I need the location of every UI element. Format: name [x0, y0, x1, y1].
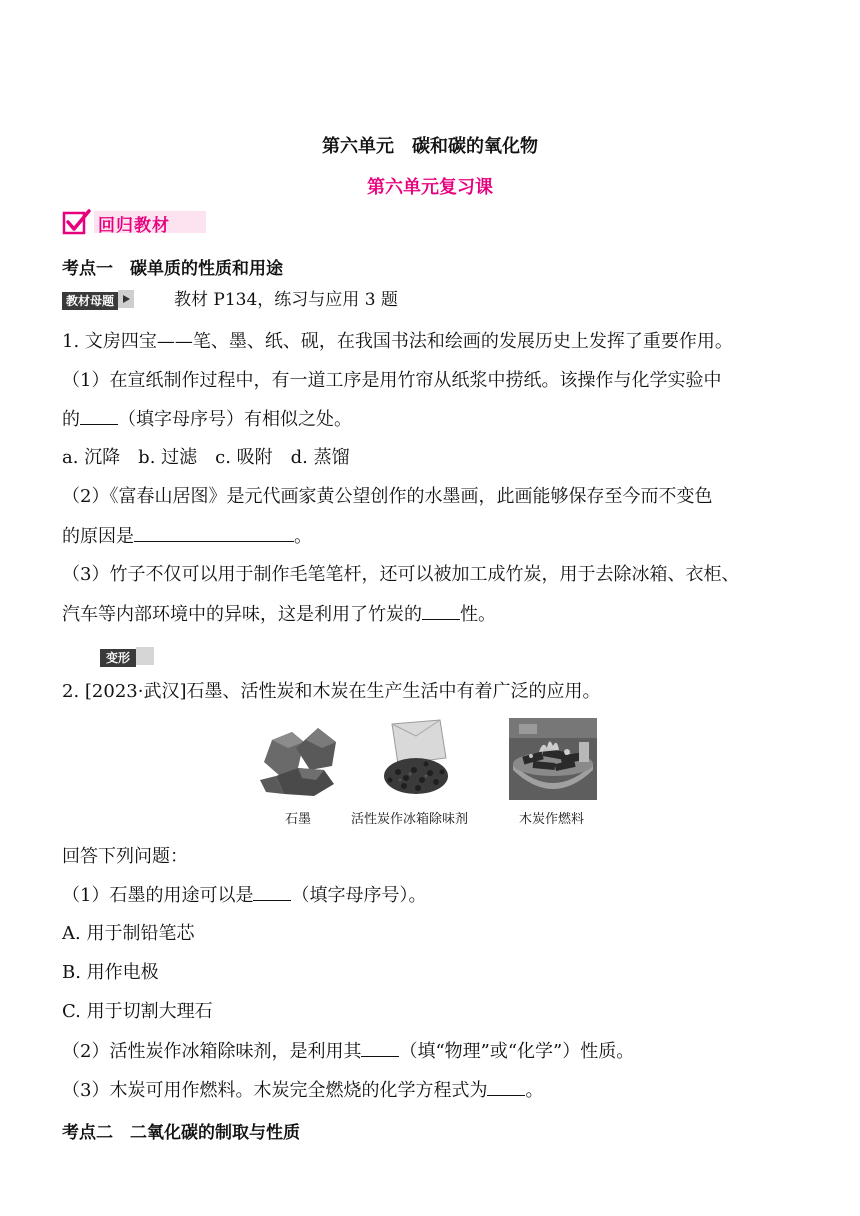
- graphite-photo: [258, 718, 342, 800]
- q1-part3-line1: （3）竹子不仅可以用于制作毛笔笔杆，还可以被加工成竹炭，用于去除冰箱、衣柜、: [62, 564, 740, 585]
- q1-part3-line2: [62, 603, 496, 626]
- q2-stem: 2. [2023·武汉]石墨、活性炭和木炭在生产生活中有着广泛的应用。: [62, 681, 601, 702]
- q2-part3-blank[interactable]: [487, 1079, 525, 1096]
- q2-option-b: B. 用作电极: [62, 962, 159, 983]
- q1-part2-line2: [62, 525, 312, 548]
- q2-part3: [62, 1079, 543, 1102]
- photo-caption-graphite: 石墨: [285, 812, 312, 827]
- source-tag-label: 教材母题: [62, 292, 118, 310]
- q2-part2: [62, 1040, 634, 1063]
- q1-part1-line1: （1）在宣纸制作过程中，有一道工序是用竹帘从纸浆中捞纸。该操作与化学实验中: [62, 370, 722, 391]
- section-label: 回归教材: [98, 216, 170, 236]
- q1-part2-blank[interactable]: [134, 525, 294, 542]
- q1-options: a. 沉降 b. 过滤 c. 吸附 d. 蒸馏: [62, 447, 350, 468]
- lesson-title: 第六单元复习课: [367, 177, 493, 198]
- q1-stem: 1. 文房四宝——笔、墨、纸、砚，在我国书法和绘画的发展历史上发挥了重要作用。: [62, 331, 733, 352]
- play-arrow-icon: [118, 290, 134, 308]
- variant-tag-label: 变形: [100, 649, 136, 667]
- q2-option-a: A. 用于制铅笔芯: [62, 923, 195, 944]
- kaodian-1-heading: 考点一 碳单质的性质和用途: [62, 259, 283, 279]
- variant-tag: [100, 647, 154, 665]
- kaodian-2-heading: 考点二 二氧化碳的制取与性质: [62, 1123, 300, 1143]
- activated-carbon-photo: [376, 718, 458, 800]
- photo-caption-activated-carbon: 活性炭作冰箱除味剂: [351, 812, 469, 827]
- q2-part1-text-a: （1）石墨的用途可以是: [62, 885, 254, 906]
- q1-part1-blank[interactable]: [80, 408, 118, 425]
- q1-part3-blank[interactable]: [422, 603, 460, 620]
- q2-part1: [62, 884, 426, 907]
- q2-answer-intro: 回答下列问题：: [62, 846, 188, 867]
- unit-title: 第六单元 碳和碳的氧化物: [322, 136, 538, 157]
- q2-part2-text-a: （2）活性炭作冰箱除味剂，是利用其: [62, 1041, 362, 1062]
- checkbox-check-icon: [62, 208, 92, 238]
- q1-part1-text-a: 的: [62, 409, 80, 430]
- q2-part3-text-b: 。: [525, 1080, 544, 1101]
- q1-part3-text-b: 性。: [460, 604, 496, 625]
- source-text: 教材 P134，练习与应用 3 题: [174, 290, 398, 310]
- q2-part2-blank[interactable]: [361, 1040, 399, 1057]
- photo-caption-charcoal: 木炭作燃料: [519, 812, 585, 827]
- q1-part2-text-a: 的原因是: [62, 526, 134, 547]
- q2-part1-text-b: （填字母序号）。: [291, 885, 427, 906]
- q1-part1-line2: [62, 408, 352, 431]
- q1-part2-text-b: 。: [294, 526, 312, 547]
- q1-part2-line1: （2）《富春山居图》是元代画家黄公望创作的水墨画，此画能够保存至今而不变色: [62, 486, 713, 507]
- q2-option-c: C. 用于切割大理石: [62, 1001, 213, 1022]
- source-tag: [62, 290, 134, 308]
- charcoal-fuel-photo: [509, 718, 597, 800]
- q2-part3-text-a: （3）木炭可用作燃料。木炭完全燃烧的化学方程式为: [62, 1080, 488, 1101]
- q2-part2-text-b: （填“物理”或“化学”）性质。: [399, 1041, 635, 1062]
- q1-part3-text-a: 汽车等内部环境中的异味，这是利用了竹炭的: [62, 604, 422, 625]
- q2-part1-blank[interactable]: [253, 884, 291, 901]
- q1-part1-text-b: （填字母序号）有相似之处。: [118, 409, 352, 430]
